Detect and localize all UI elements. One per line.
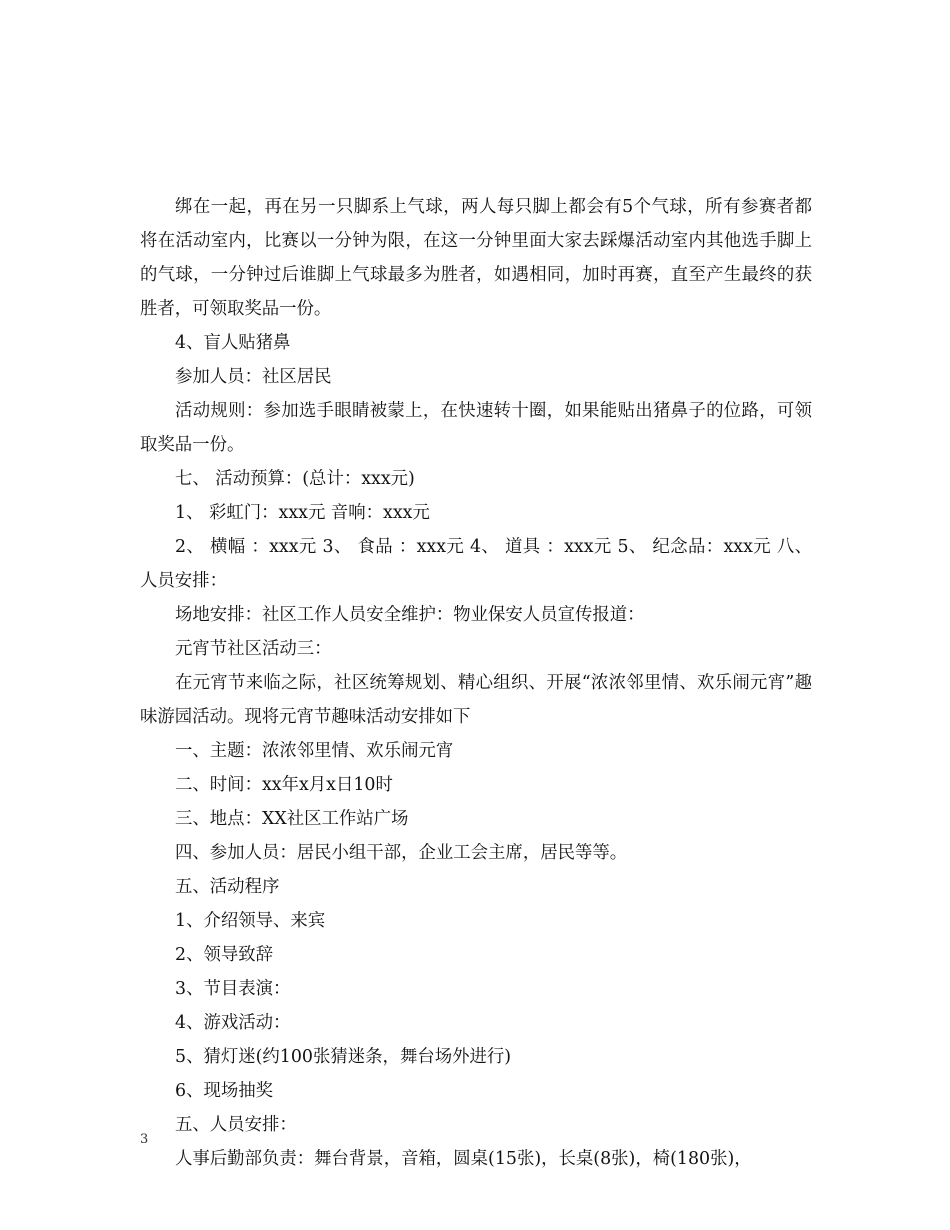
- paragraph: 参加人员：社区居民: [175, 367, 332, 387]
- paragraph: 五、人员安排：: [175, 1115, 297, 1135]
- page-number: 3: [140, 1132, 149, 1147]
- paragraph: 五、活动程序: [175, 877, 280, 897]
- document-body: [140, 190, 812, 1176]
- paragraph: 七、 活动预算：(总计：xxx元): [175, 469, 415, 489]
- paragraph: 人事后勤部负责：舞台背景，音箱，圆桌(15张)，长桌(8张)，椅(180张)，: [175, 1149, 752, 1169]
- paragraph: 6、现场抽奖: [175, 1081, 274, 1101]
- paragraph: 4、游戏活动：: [175, 1013, 291, 1033]
- paragraph: 场地安排：社区工作人员安全维护：物业保安人员宣传报道：: [175, 605, 645, 625]
- paragraph: 1、 彩虹门：xxx元 音响：xxx元: [175, 503, 430, 523]
- paragraph: 2、 横幅 ：xxx元 3、 食品 ：xxx元 4、 道具 ：xxx元 5、 纪念品：xxx元 八、 人员安排：: [140, 537, 812, 591]
- paragraph: 5、猜灯迷(约100张猜迷条，舞台场外进行): [175, 1047, 512, 1067]
- paragraph: 一、主题：浓浓邻里情、欢乐闹元宵: [175, 741, 454, 761]
- paragraph: 活动规则：参加选手眼睛被蒙上，在快速转十圈，如果能贴出猪鼻子的位路，可领取奖品一份。: [140, 401, 812, 455]
- paragraph: 4、盲人贴猪鼻: [175, 333, 291, 353]
- paragraph: 1、介绍领导、来宾: [175, 911, 326, 931]
- paragraph: 四、参加人员：居民小组干部，企业工会主席，居民等等。: [175, 843, 628, 863]
- paragraph: 二、时间：xx年x月x日10时: [175, 775, 393, 795]
- paragraph: 2、领导致辞: [175, 945, 274, 965]
- paragraph: 3、节目表演：: [175, 979, 291, 999]
- paragraph: 在元宵节来临之际，社区统筹规划、精心组织、开展“浓浓邻里情、欢乐闹元宵”趣味游园活动。现将元宵节趣味活动安排如下: [140, 673, 812, 727]
- paragraph: 三、地点：XX社区工作站广场: [175, 809, 409, 829]
- paragraph: 元宵节社区活动三：: [175, 639, 332, 659]
- paragraph: 绑在一起，再在另一只脚系上气球，两人每只脚上都会有5个气球，所有参赛者都将在活动室内，比赛以一分钟为限，在这一分钟里面大家去踩爆活动室内其他选手脚上的气球，一分钟过后谁脚上气球最多为胜者，如遇相同，加时再赛，直至产生最终的获胜者，可领取奖品一份。: [140, 197, 812, 319]
